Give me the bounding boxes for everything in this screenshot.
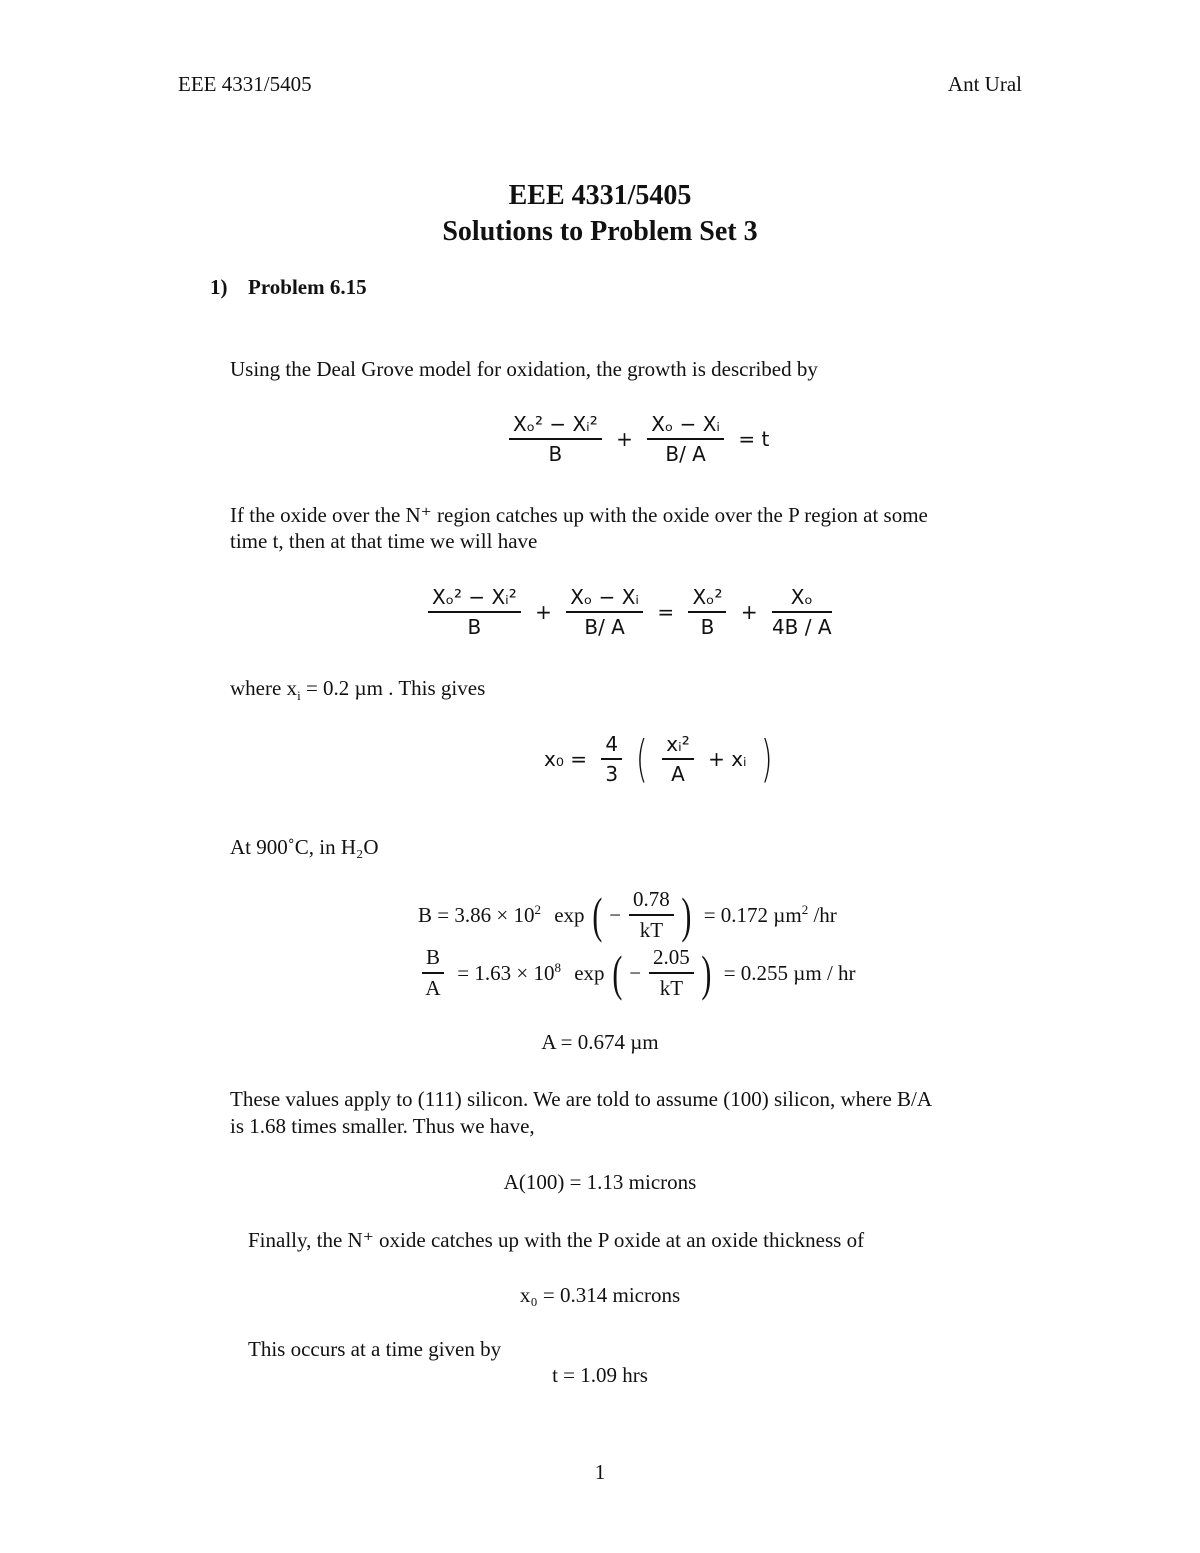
header-author: Ant Ural	[947, 72, 1022, 96]
where-text	[230, 676, 485, 704]
denominator: A	[671, 762, 685, 786]
minus-sign: −	[609, 902, 622, 927]
fraction	[688, 585, 726, 639]
fraction	[509, 412, 602, 466]
b-equation	[414, 887, 841, 943]
right-paren: )	[681, 887, 692, 943]
page-number: 1	[594, 1460, 606, 1484]
equation-rhs: = 0.255 µm / hr	[723, 960, 856, 985]
unit: /hr	[808, 903, 837, 927]
denominator: 3	[605, 762, 619, 786]
numerator: xᵢ²	[662, 732, 693, 760]
equation-lhs-text: B = 3.86 × 10	[418, 903, 535, 927]
problem-label: Problem 6.15	[248, 275, 367, 299]
fraction	[428, 585, 521, 639]
denominator: 4B / A	[771, 615, 832, 639]
fraction	[772, 585, 832, 639]
equation-rhs	[704, 902, 837, 928]
a-value: A = 0.674 µm	[541, 1030, 659, 1054]
numerator: Xₒ² − Xᵢ²	[509, 412, 602, 440]
fraction	[647, 412, 724, 466]
equals-sign: =	[657, 600, 675, 624]
header-course: EEE 4331/5405	[178, 72, 312, 96]
numerator: Xₒ − Xᵢ	[566, 585, 643, 613]
denominator: B	[700, 615, 715, 639]
denominator: B/ A	[584, 615, 625, 639]
equation-rhs-text: = 0.172 µm	[703, 903, 802, 927]
exponent: 2	[534, 902, 541, 917]
plus-sign: +	[616, 427, 633, 451]
numerator: Xₒ²	[688, 585, 726, 613]
denominator: kT	[639, 918, 664, 942]
plus-sign: +	[740, 600, 758, 624]
exponent: 2	[801, 902, 809, 917]
left-paren: (	[636, 730, 649, 788]
conditions-text: At 900˚C, in H₂O	[230, 835, 379, 859]
where-text-subscript: i	[297, 688, 301, 704]
denominator: B	[467, 615, 482, 639]
problem-number: 1)	[210, 275, 228, 299]
fraction	[422, 945, 444, 1001]
left-paren: (	[591, 887, 602, 943]
numerator: 0.78	[629, 887, 674, 916]
minus-sign: −	[629, 960, 642, 985]
fraction	[629, 887, 674, 943]
right-paren: )	[760, 730, 773, 788]
fraction	[649, 945, 694, 1001]
values-text-line2: is 1.68 times smaller. Thus we have,	[230, 1114, 535, 1138]
catchup-text-line1: If the oxide over the N⁺ region catches up with the oxide over the P region at some	[230, 503, 928, 527]
where-text-a: where x	[230, 676, 298, 700]
fraction	[662, 732, 693, 786]
equation-mid-text: = 1.63 × 10	[457, 961, 555, 985]
ba-equation	[418, 945, 860, 1001]
finally-text: Finally, the N⁺ oxide catches up with the P oxide at an oxide thickness of	[248, 1228, 865, 1252]
denominator: B	[548, 442, 563, 466]
equation-lhs: x₀ =	[544, 747, 587, 771]
catchup-equation	[424, 585, 836, 639]
equation-rhs: = t	[738, 427, 770, 451]
x0-equation	[540, 732, 777, 786]
plus-sign: +	[535, 600, 552, 624]
equation-mid	[457, 960, 561, 986]
x0-result: x₀ = 0.314 microns	[519, 1283, 681, 1307]
page-title: EEE 4331/5405	[508, 180, 692, 211]
deal-grove-equation	[505, 412, 773, 466]
where-text-b: = 0.2 µm . This gives	[300, 676, 486, 700]
left-paren: (	[611, 945, 622, 1001]
intro-text: Using the Deal Grove model for oxidation, the growth is described by	[230, 357, 818, 381]
occurs-text: This occurs at a time given by	[248, 1337, 502, 1361]
numerator: 2.05	[649, 945, 694, 974]
exp-function: exp	[554, 902, 585, 927]
equation-lhs	[418, 902, 541, 928]
denominator: kT	[659, 976, 684, 1000]
numerator: 4	[601, 732, 622, 760]
values-text-line1: These values apply to (111) silicon. We are told to assume (100) silicon, where B/A	[230, 1087, 933, 1111]
catchup-text-line2: time t, then at that time we will have	[230, 529, 538, 553]
t-result: t = 1.09 hrs	[552, 1363, 648, 1387]
denominator: B/ A	[665, 442, 706, 466]
fraction	[566, 585, 643, 639]
numerator: Xₒ − Xᵢ	[647, 412, 724, 440]
a100-value: A(100) = 1.13 microns	[503, 1170, 697, 1194]
denominator: A	[425, 976, 441, 1000]
fraction	[601, 732, 622, 786]
exponent: 8	[554, 960, 561, 975]
right-paren: )	[701, 945, 712, 1001]
numerator: Xₒ	[772, 585, 832, 613]
numerator: Xₒ² − Xᵢ²	[428, 585, 521, 613]
exp-function: exp	[574, 960, 605, 985]
numerator: B	[422, 945, 444, 974]
page-subtitle: Solutions to Problem Set 3	[442, 216, 758, 247]
equation-tail: + xᵢ	[708, 747, 747, 771]
